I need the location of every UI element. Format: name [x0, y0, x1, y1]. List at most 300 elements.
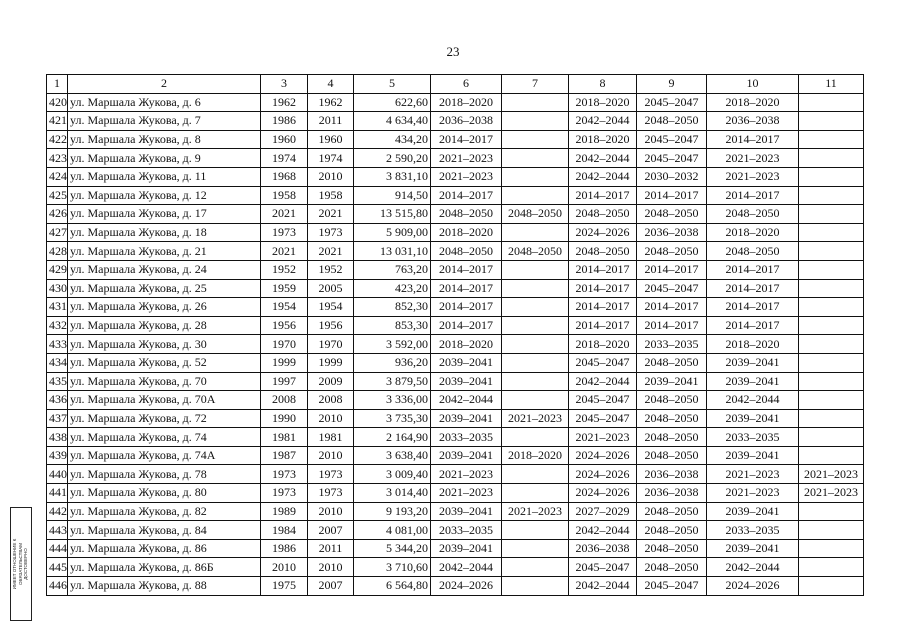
cell-col-year-commissioned: 2011 [308, 112, 354, 131]
cell-col-area: 3 009,40 [354, 465, 431, 484]
cell-col-period-6: 2039–2041 [431, 502, 502, 521]
cell-col-period-9: 2014–2017 [637, 186, 707, 205]
cell-col-number: 437 [47, 409, 68, 428]
cell-col-area: 423,20 [354, 279, 431, 298]
cell-col-address: ул. Маршала Жукова, д. 25 [68, 279, 261, 298]
cell-col-period-6: 2018–2020 [431, 93, 502, 112]
table-row [47, 484, 864, 503]
cell-col-period-11 [799, 93, 864, 112]
cell-col-period-11 [799, 521, 864, 540]
cell-col-period-7 [502, 372, 569, 391]
cell-col-period-11 [799, 353, 864, 372]
cell-col-area: 3 592,00 [354, 335, 431, 354]
cell-col-period-8: 2042–2044 [569, 577, 637, 596]
cell-col-year-built: 1974 [261, 149, 308, 168]
cell-col-number: 441 [47, 484, 68, 503]
cell-col-period-11 [799, 391, 864, 410]
cell-col-address: ул. Маршала Жукова, д. 82 [68, 502, 261, 521]
cell-col-address: ул. Маршала Жукова, д. 80 [68, 484, 261, 503]
cell-col-year-built: 1989 [261, 502, 308, 521]
cell-col-year-commissioned: 1973 [308, 223, 354, 242]
cell-col-period-6: 2014–2017 [431, 279, 502, 298]
cell-col-number: 432 [47, 316, 68, 335]
cell-col-period-7 [502, 186, 569, 205]
cell-col-period-8: 2018–2020 [569, 130, 637, 149]
cell-col-period-10: 2014–2017 [707, 186, 799, 205]
cell-col-year-commissioned: 2007 [308, 521, 354, 540]
cell-col-period-6: 2021–2023 [431, 465, 502, 484]
cell-col-period-11 [799, 446, 864, 465]
cell-col-period-11 [799, 372, 864, 391]
cell-col-period-10: 2039–2041 [707, 372, 799, 391]
cell-col-number: 425 [47, 186, 68, 205]
cell-col-address: ул. Маршала Жукова, д. 7 [68, 112, 261, 131]
table-row [47, 112, 864, 131]
cell-col-period-10: 2039–2041 [707, 502, 799, 521]
cell-col-period-11 [799, 558, 864, 577]
cell-col-period-8: 2014–2017 [569, 279, 637, 298]
cell-col-year-built: 1997 [261, 372, 308, 391]
cell-col-area: 4 634,40 [354, 112, 431, 131]
header-cell-col-period-11: 11 [799, 75, 864, 94]
cell-col-address: ул. Маршала Жукова, д. 8 [68, 130, 261, 149]
cell-col-number: 435 [47, 372, 68, 391]
cell-col-period-8: 2014–2017 [569, 260, 637, 279]
cell-col-period-9: 2048–2050 [637, 428, 707, 447]
cell-col-period-7 [502, 428, 569, 447]
cell-col-period-10: 2048–2050 [707, 205, 799, 224]
table-row [47, 353, 864, 372]
table-row [47, 539, 864, 558]
table-row [47, 577, 864, 596]
register-table-container [46, 74, 864, 596]
cell-col-address: ул. Маршала Жукова, д. 11 [68, 167, 261, 186]
cell-col-period-8: 2024–2026 [569, 484, 637, 503]
cell-col-period-9: 2036–2038 [637, 484, 707, 503]
cell-col-period-10: 2024–2026 [707, 577, 799, 596]
cell-col-address: ул. Маршала Жукова, д. 72 [68, 409, 261, 428]
cell-col-period-9: 2048–2050 [637, 112, 707, 131]
cell-col-number: 422 [47, 130, 68, 149]
cell-col-period-10: 2014–2017 [707, 316, 799, 335]
cell-col-period-9: 2036–2038 [637, 223, 707, 242]
cell-col-area: 2 164,90 [354, 428, 431, 447]
cell-col-year-commissioned: 2005 [308, 279, 354, 298]
table-row [47, 186, 864, 205]
cell-col-period-10: 2018–2020 [707, 335, 799, 354]
cell-col-area: 6 564,80 [354, 577, 431, 596]
cell-col-period-7: 2021–2023 [502, 409, 569, 428]
cell-col-period-6: 2039–2041 [431, 409, 502, 428]
table-row [47, 465, 864, 484]
cell-col-period-8: 2042–2044 [569, 167, 637, 186]
cell-col-period-9: 2048–2050 [637, 409, 707, 428]
header-cell-col-period-9: 9 [637, 75, 707, 94]
cell-col-period-10: 2039–2041 [707, 539, 799, 558]
cell-col-period-8: 2048–2050 [569, 205, 637, 224]
header-cell-col-period-7: 7 [502, 75, 569, 94]
cell-col-year-built: 1970 [261, 335, 308, 354]
cell-col-area: 3 735,30 [354, 409, 431, 428]
cell-col-period-9: 2048–2050 [637, 242, 707, 261]
cell-col-number: 446 [47, 577, 68, 596]
cell-col-period-10: 2014–2017 [707, 279, 799, 298]
cell-col-area: 5 344,20 [354, 539, 431, 558]
cell-col-period-9: 2045–2047 [637, 130, 707, 149]
cell-col-year-commissioned: 1962 [308, 93, 354, 112]
cell-col-period-8: 2018–2020 [569, 93, 637, 112]
cell-col-period-7 [502, 353, 569, 372]
table-row [47, 521, 864, 540]
cell-col-period-9: 2036–2038 [637, 465, 707, 484]
cell-col-area: 434,20 [354, 130, 431, 149]
cell-col-area: 936,20 [354, 353, 431, 372]
cell-col-period-11: 2021–2023 [799, 484, 864, 503]
cell-col-year-commissioned: 1952 [308, 260, 354, 279]
cell-col-period-10: 2039–2041 [707, 446, 799, 465]
cell-col-year-built: 1959 [261, 279, 308, 298]
stamp-text [12, 509, 30, 619]
cell-col-address: ул. Маршала Жукова, д. 70 [68, 372, 261, 391]
cell-col-period-11 [799, 335, 864, 354]
cell-col-year-commissioned: 2010 [308, 558, 354, 577]
cell-col-period-6: 2042–2044 [431, 391, 502, 410]
cell-col-period-7 [502, 335, 569, 354]
cell-col-period-9: 2048–2050 [637, 205, 707, 224]
cell-col-period-8: 2042–2044 [569, 112, 637, 131]
table-row [47, 502, 864, 521]
table-row [47, 409, 864, 428]
cell-col-period-9: 2048–2050 [637, 521, 707, 540]
cell-col-number: 438 [47, 428, 68, 447]
cell-col-period-7 [502, 112, 569, 131]
cell-col-period-6: 2021–2023 [431, 484, 502, 503]
cell-col-year-commissioned: 1956 [308, 316, 354, 335]
cell-col-period-8: 2027–2029 [569, 502, 637, 521]
cell-col-period-7 [502, 260, 569, 279]
table-row [47, 130, 864, 149]
cell-col-number: 439 [47, 446, 68, 465]
cell-col-number: 442 [47, 502, 68, 521]
table-row [47, 391, 864, 410]
cell-col-area: 3 879,50 [354, 372, 431, 391]
cell-col-period-8: 2036–2038 [569, 539, 637, 558]
stamp-line: ОБЯЗАТЕЛЬСТВАМ [17, 542, 23, 586]
cell-col-year-built: 2021 [261, 205, 308, 224]
cell-col-period-10: 2021–2023 [707, 465, 799, 484]
cell-col-period-7 [502, 484, 569, 503]
cell-col-year-commissioned: 2021 [308, 242, 354, 261]
cell-col-area: 5 909,00 [354, 223, 431, 242]
register-table [46, 74, 864, 596]
cell-col-period-11 [799, 539, 864, 558]
cell-col-year-commissioned: 1970 [308, 335, 354, 354]
cell-col-period-11 [799, 409, 864, 428]
cell-col-area: 914,50 [354, 186, 431, 205]
cell-col-period-6: 2033–2035 [431, 521, 502, 540]
cell-col-year-built: 2008 [261, 391, 308, 410]
cell-col-period-8: 2024–2026 [569, 465, 637, 484]
cell-col-number: 426 [47, 205, 68, 224]
cell-col-address: ул. Маршала Жукова, д. 26 [68, 298, 261, 317]
cell-col-period-10: 2021–2023 [707, 484, 799, 503]
cell-col-area: 13 031,10 [354, 242, 431, 261]
cell-col-year-commissioned: 1974 [308, 149, 354, 168]
cell-col-year-built: 1984 [261, 521, 308, 540]
table-row [47, 298, 864, 317]
cell-col-area: 622,60 [354, 93, 431, 112]
cell-col-year-built: 1999 [261, 353, 308, 372]
cell-col-address: ул. Маршала Жукова, д. 70А [68, 391, 261, 410]
cell-col-period-11 [799, 130, 864, 149]
cell-col-number: 444 [47, 539, 68, 558]
cell-col-period-10: 2042–2044 [707, 391, 799, 410]
cell-col-area: 3 638,40 [354, 446, 431, 465]
header-cell-col-period-6: 6 [431, 75, 502, 94]
cell-col-year-commissioned: 2009 [308, 372, 354, 391]
table-row [47, 242, 864, 261]
cell-col-address: ул. Маршала Жукова, д. 12 [68, 186, 261, 205]
cell-col-period-9: 2014–2017 [637, 260, 707, 279]
cell-col-period-10: 2021–2023 [707, 149, 799, 168]
cell-col-period-7 [502, 391, 569, 410]
cell-col-period-7 [502, 316, 569, 335]
cell-col-number: 429 [47, 260, 68, 279]
cell-col-period-11 [799, 316, 864, 335]
table-row [47, 558, 864, 577]
cell-col-period-7: 2021–2023 [502, 502, 569, 521]
cell-col-year-commissioned: 2010 [308, 502, 354, 521]
cell-col-number: 424 [47, 167, 68, 186]
cell-col-period-10: 2014–2017 [707, 260, 799, 279]
table-body [47, 93, 864, 595]
cell-col-year-commissioned: 1973 [308, 484, 354, 503]
cell-col-period-6: 2033–2035 [431, 428, 502, 447]
cell-col-number: 427 [47, 223, 68, 242]
cell-col-period-7 [502, 539, 569, 558]
cell-col-period-6: 2039–2041 [431, 372, 502, 391]
cell-col-period-8: 2045–2047 [569, 558, 637, 577]
cell-col-period-8: 2024–2026 [569, 446, 637, 465]
cell-col-year-commissioned: 2008 [308, 391, 354, 410]
cell-col-period-6: 2024–2026 [431, 577, 502, 596]
cell-col-year-built: 1990 [261, 409, 308, 428]
cell-col-address: ул. Маршала Жукова, д. 18 [68, 223, 261, 242]
cell-col-period-6: 2042–2044 [431, 558, 502, 577]
table-row [47, 93, 864, 112]
table-row [47, 446, 864, 465]
cell-col-period-7 [502, 279, 569, 298]
cell-col-area: 4 081,00 [354, 521, 431, 540]
cell-col-year-built: 2010 [261, 558, 308, 577]
cell-col-year-built: 1962 [261, 93, 308, 112]
cell-col-number: 423 [47, 149, 68, 168]
cell-col-period-10: 2033–2035 [707, 521, 799, 540]
table-row [47, 260, 864, 279]
cell-col-period-11 [799, 428, 864, 447]
cell-col-period-7 [502, 298, 569, 317]
cell-col-year-commissioned: 1999 [308, 353, 354, 372]
cell-col-period-8: 2021–2023 [569, 428, 637, 447]
cell-col-number: 420 [47, 93, 68, 112]
table-header-row [47, 75, 864, 94]
cell-col-address: ул. Маршала Жукова, д. 24 [68, 260, 261, 279]
cell-col-address: ул. Маршала Жукова, д. 21 [68, 242, 261, 261]
cell-col-period-6: 2039–2041 [431, 353, 502, 372]
cell-col-address: ул. Маршала Жукова, д. 28 [68, 316, 261, 335]
cell-col-period-7 [502, 521, 569, 540]
cell-col-period-6: 2014–2017 [431, 298, 502, 317]
cell-col-period-7 [502, 130, 569, 149]
cell-col-period-9: 2048–2050 [637, 558, 707, 577]
cell-col-period-8: 2045–2047 [569, 353, 637, 372]
cell-col-address: ул. Маршала Жукова, д. 9 [68, 149, 261, 168]
cell-col-number: 443 [47, 521, 68, 540]
cell-col-period-10: 2018–2020 [707, 223, 799, 242]
cell-col-period-6: 2014–2017 [431, 186, 502, 205]
page-number: 23 [446, 44, 460, 59]
cell-col-year-commissioned: 1973 [308, 465, 354, 484]
cell-col-period-6: 2039–2041 [431, 446, 502, 465]
table-row [47, 372, 864, 391]
cell-col-period-9: 2045–2047 [637, 93, 707, 112]
table-row [47, 167, 864, 186]
cell-col-address: ул. Маршала Жукова, д. 86 [68, 539, 261, 558]
cell-col-area: 3 014,40 [354, 484, 431, 503]
cell-col-year-commissioned: 2007 [308, 577, 354, 596]
table-row [47, 149, 864, 168]
header-cell-col-period-10: 10 [707, 75, 799, 94]
cell-col-period-9: 2030–2032 [637, 167, 707, 186]
cell-col-period-10: 2014–2017 [707, 130, 799, 149]
cell-col-period-6: 2048–2050 [431, 205, 502, 224]
cell-col-year-built: 1954 [261, 298, 308, 317]
table-row [47, 279, 864, 298]
stamp-line: ИМЕЕТ ОТНОШЕНИЕ К [12, 538, 17, 590]
cell-col-period-9: 2048–2050 [637, 391, 707, 410]
cell-col-period-10: 2039–2041 [707, 353, 799, 372]
cell-col-number: 433 [47, 335, 68, 354]
header-cell-col-year-commissioned: 4 [308, 75, 354, 94]
cell-col-period-6: 2014–2017 [431, 316, 502, 335]
cell-col-period-11 [799, 223, 864, 242]
cell-col-period-11 [799, 205, 864, 224]
cell-col-year-built: 1956 [261, 316, 308, 335]
cell-col-period-6: 2018–2020 [431, 223, 502, 242]
cell-col-period-8: 2018–2020 [569, 335, 637, 354]
cell-col-year-commissioned: 2010 [308, 167, 354, 186]
cell-col-period-6: 2018–2020 [431, 335, 502, 354]
cell-col-period-8: 2042–2044 [569, 521, 637, 540]
header-cell-col-number: 1 [47, 75, 68, 94]
cell-col-period-8: 2048–2050 [569, 242, 637, 261]
cell-col-year-commissioned: 1958 [308, 186, 354, 205]
cell-col-number: 421 [47, 112, 68, 131]
cell-col-period-11 [799, 186, 864, 205]
header-cell-col-area: 5 [354, 75, 431, 94]
cell-col-period-7: 2018–2020 [502, 446, 569, 465]
cell-col-period-8: 2024–2026 [569, 223, 637, 242]
cell-col-year-commissioned: 2021 [308, 205, 354, 224]
cell-col-area: 9 193,20 [354, 502, 431, 521]
cell-col-period-10: 2048–2050 [707, 242, 799, 261]
cell-col-year-built: 1975 [261, 577, 308, 596]
cell-col-year-built: 1973 [261, 484, 308, 503]
cell-col-year-built: 1986 [261, 539, 308, 558]
cell-col-period-9: 2048–2050 [637, 502, 707, 521]
cell-col-period-8: 2014–2017 [569, 316, 637, 335]
cell-col-period-8: 2045–2047 [569, 391, 637, 410]
cell-col-period-11 [799, 279, 864, 298]
header-cell-col-year-built: 3 [261, 75, 308, 94]
table-row [47, 335, 864, 354]
cell-col-period-11 [799, 298, 864, 317]
cell-col-year-commissioned: 1981 [308, 428, 354, 447]
cell-col-year-built: 1981 [261, 428, 308, 447]
cell-col-area: 13 515,80 [354, 205, 431, 224]
cell-col-period-8: 2014–2017 [569, 186, 637, 205]
cell-col-area: 3 710,60 [354, 558, 431, 577]
header-cell-col-period-8: 8 [569, 75, 637, 94]
cell-col-address: ул. Маршала Жукова, д. 74А [68, 446, 261, 465]
cell-col-number: 440 [47, 465, 68, 484]
cell-col-year-built: 1986 [261, 112, 308, 131]
table-row [47, 316, 864, 335]
cell-col-period-9: 2045–2047 [637, 577, 707, 596]
cell-col-period-10: 2039–2041 [707, 409, 799, 428]
cell-col-period-9: 2014–2017 [637, 298, 707, 317]
cell-col-number: 436 [47, 391, 68, 410]
cell-col-number: 430 [47, 279, 68, 298]
cell-col-area: 2 590,20 [354, 149, 431, 168]
cell-col-period-8: 2014–2017 [569, 298, 637, 317]
cell-col-period-10: 2042–2044 [707, 558, 799, 577]
cell-col-area: 763,20 [354, 260, 431, 279]
cell-col-address: ул. Маршала Жукова, д. 30 [68, 335, 261, 354]
archive-stamp [10, 507, 32, 621]
cell-col-period-7 [502, 93, 569, 112]
cell-col-period-11 [799, 167, 864, 186]
cell-col-year-commissioned: 1954 [308, 298, 354, 317]
cell-col-period-7 [502, 577, 569, 596]
cell-col-period-6: 2021–2023 [431, 167, 502, 186]
cell-col-address: ул. Маршала Жукова, д. 86Б [68, 558, 261, 577]
cell-col-year-commissioned: 2011 [308, 539, 354, 558]
cell-col-address: ул. Маршала Жукова, д. 6 [68, 93, 261, 112]
cell-col-period-11 [799, 502, 864, 521]
cell-col-year-built: 1960 [261, 130, 308, 149]
cell-col-period-6: 2036–2038 [431, 112, 502, 131]
cell-col-number: 431 [47, 298, 68, 317]
cell-col-period-9: 2048–2050 [637, 539, 707, 558]
cell-col-period-6: 2014–2017 [431, 260, 502, 279]
cell-col-year-built: 1958 [261, 186, 308, 205]
cell-col-address: ул. Маршала Жукова, д. 88 [68, 577, 261, 596]
cell-col-period-7 [502, 149, 569, 168]
cell-col-address: ул. Маршала Жукова, д. 52 [68, 353, 261, 372]
cell-col-year-commissioned: 1960 [308, 130, 354, 149]
stamp-line: ДОСТОВЕРНО [23, 548, 28, 580]
cell-col-address: ул. Маршала Жукова, д. 78 [68, 465, 261, 484]
cell-col-year-built: 1952 [261, 260, 308, 279]
cell-col-period-10: 2036–2038 [707, 112, 799, 131]
cell-col-period-8: 2042–2044 [569, 372, 637, 391]
cell-col-year-built: 1968 [261, 167, 308, 186]
cell-col-area: 853,30 [354, 316, 431, 335]
cell-col-area: 852,30 [354, 298, 431, 317]
cell-col-period-11 [799, 112, 864, 131]
cell-col-period-11 [799, 577, 864, 596]
